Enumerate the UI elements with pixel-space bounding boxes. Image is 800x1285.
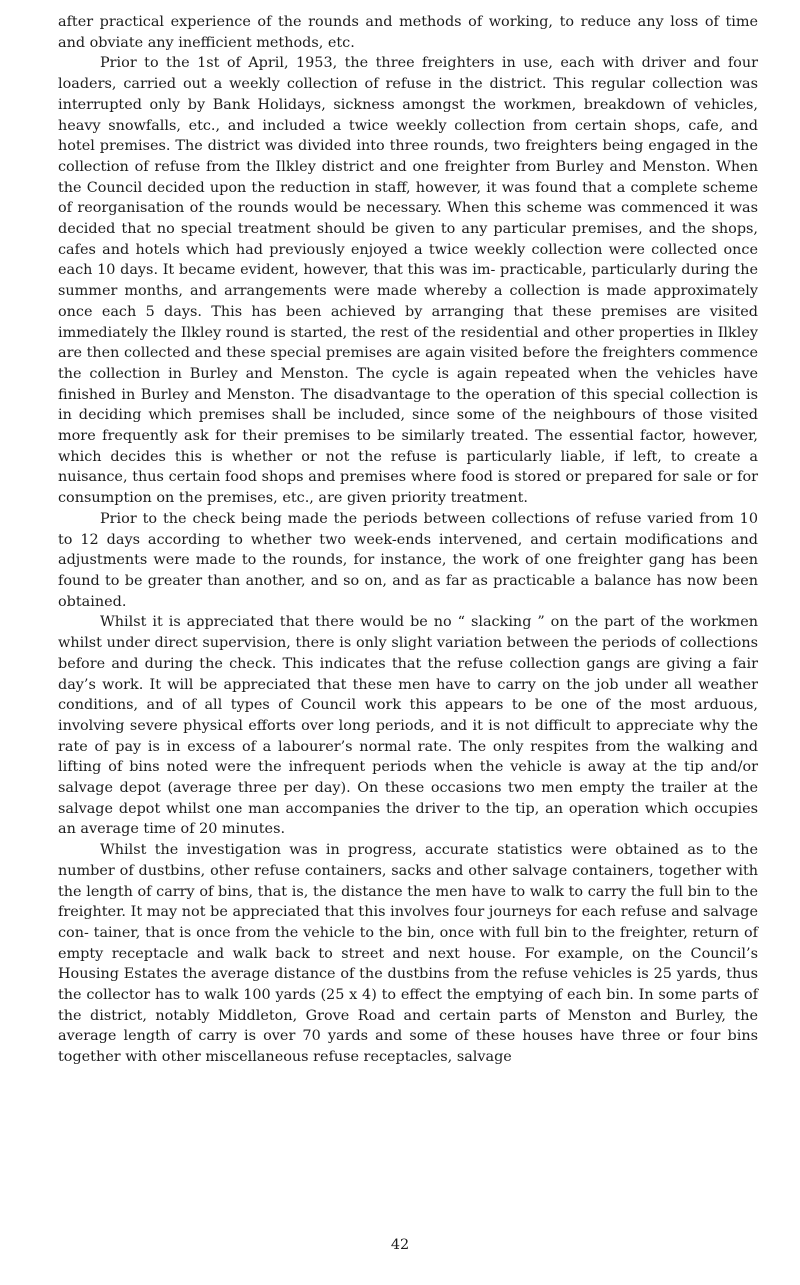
paragraph-continuation: after practical experience of the rounds and methods of working, to reduce any loss of time and obviate any inefficient methods, etc. <box>58 14 758 51</box>
document-body <box>58 12 758 1068</box>
paragraph-collection-periods: Prior to the check being made the periods between collections of refuse varied from 10 to 12 days according to whether two week-ends intervened, and certain modifications and adjustments were made to the rounds, for instance, the work of one freighter gang has been found to be greater than another, and so on, and as far as practicable a balance has now been obtained. <box>58 510 758 610</box>
page-number: 42 <box>390 1237 410 1253</box>
paragraph-statistics: Whilst the investigation was in progress, accurate statistics were obtained as to the number of dustbins, other refuse containers, sacks and other salvage containers, together with the length of carry of bins, that is, the distance the men have to walk to carry the full bin to the freighter. It may not be appreciated that this involves four journeys for each refuse and salvage con- tainer, that is once from the vehicle to the bin, once with full bin to the freighter, return of empty receptacle and walk back to street and next house. For example, on the Council’s Housing Estates the average distance of the dustbins from the refuse vehicles is 25 yards, thus the collector has to walk 100 yards (25 x 4) to effect the emptying of each bin. In some parts of the district, notably Middleton, Grove Road and certain parts of Menston and Burley, the average length of carry is over 70 yards and some of these houses have three or four bins together with other miscellaneous refuse receptacles, salvage <box>58 842 758 1066</box>
paragraph-working-conditions: Whilst it is appreciated that there would be no “ slacking ” on the part of the workmen whilst under direct supervision, there is only slight variation between the periods of collections before and during the check. This indicates that the refuse collection gangs are giving a fair day’s work. It will be appreciated that these men have to carry on the job under all weather conditions, and of all types of Council work this appears to be one of the most arduous, involving severe physical efforts over long periods, and it is not difficult to appreciate why the rate of pay is in excess of a labourer’s normal rate. The only respites from the walking and lifting of bins noted were the infrequent periods when the vehicle is away at the tip and/or salvage depot (average three per day). On these occasions two men empty the trailer at the salvage depot whilst one man accompanies the driver to the tip, an operation which occupies an average time of 20 minutes. <box>58 614 758 838</box>
paragraph-collection-history: Prior to the 1st of April, 1953, the three freighters in use, each with driver and four loaders, carried out a weekly collection of refuse in the district. This regular collection was interrupted only by Bank Holidays, sickness amongst the workmen, breakdown of vehicles, heavy snowfalls, etc., and included a twice weekly collection from certain shops, cafe, and hotel premises. The district was divided into three rounds, two freighters being engaged in the collection of refuse from the Ilkley district and one freighter from Burley and Menston. When the Council decided upon the reduction in staff, however, it was found that a complete scheme of reorganisation of the rounds would be necessary. When this scheme was commenced it was decided that no special treatment should be given to any particular premises, and the shops, cafes and hotels which had previously enjoyed a twice weekly collection were collected once each 10 days. It became evident, however, that this was im- practicable, particularly during the summer months, and arrangements were made whereby a collection is made approximately once each 5 days. This has been achieved by arranging that these premises are visited immediately the Ilkley round is started, the rest of the residential and other properties in Ilkley are then collected and these special premises are again visited before the freighters commence the collection in Burley and Menston. The cycle is again repeated when the vehicles have finished in Burley and Menston. The disadvantage to the operation of this special collection is in deciding which premises shall be included, since some of the neighbours of those visited more frequently ask for their premises to be similarly treated. The essential factor, however, which decides this is whether or not the refuse is particularly liable, if left, to create a nuisance, thus certain food shops and premises where food is stored or prepared for sale or for consumption on the premises, etc., are given priority treatment. <box>58 55 758 507</box>
